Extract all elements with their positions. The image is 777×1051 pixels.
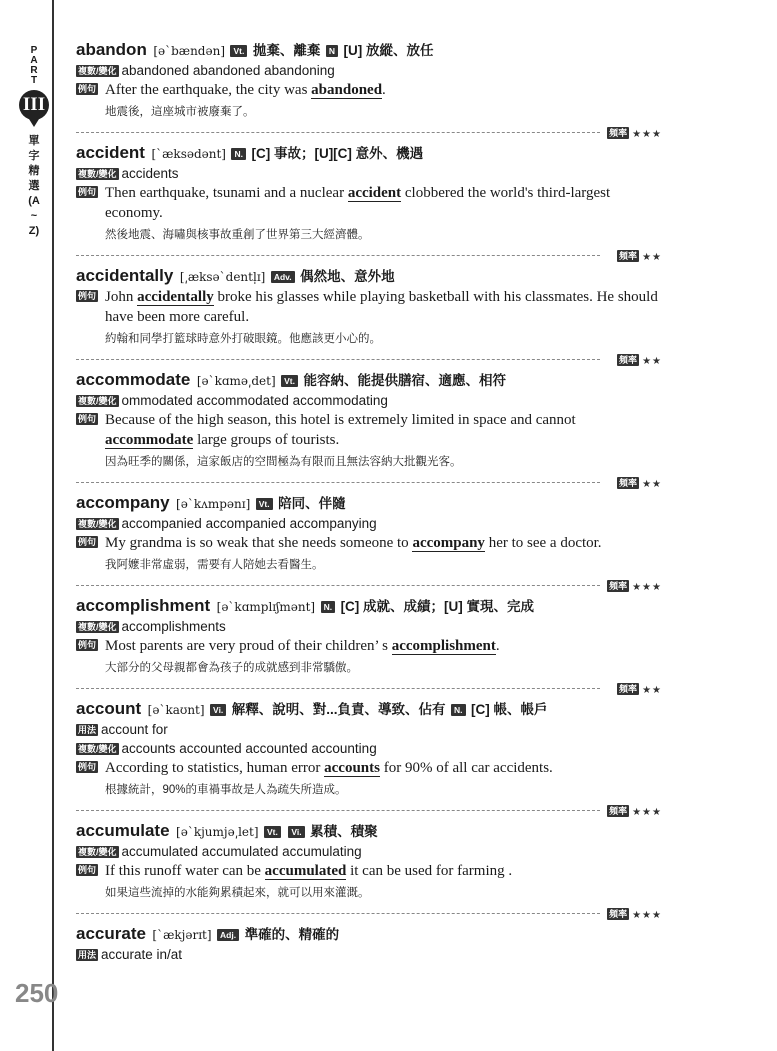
headword: abandon: [76, 40, 147, 59]
forms-tag: 複數/變化: [78, 519, 117, 529]
example-tag: 例句: [78, 414, 97, 424]
entry-abandon: [76, 40, 706, 141]
headword: accommodate: [76, 370, 191, 389]
example-sentence: 例句 After the earthquake, the city was abandoned.: [78, 82, 386, 98]
entry-accumulate: [76, 821, 706, 922]
forms-text: accomplishments: [121, 619, 226, 634]
translation: 我阿嬤非常虛弱，需要有人陪她去看醫生。: [105, 559, 324, 571]
pos-badge: Vt.: [256, 498, 273, 510]
usage-row: [76, 720, 706, 739]
entry-accompany: [76, 493, 706, 594]
headword: accurate: [76, 924, 146, 943]
star-icons: ★★★: [632, 582, 662, 593]
headword: accumulate: [76, 821, 170, 840]
example-sentence: 例句 If this runoff water can be accumulated it can be used for farming .: [78, 863, 513, 879]
highlighted-word: accommodate: [105, 432, 194, 448]
forms-row: [76, 617, 706, 636]
pos-badge: N: [326, 45, 338, 57]
page-number: 250: [15, 978, 59, 1008]
forms-text: accompanied accompanied accompanying: [121, 516, 377, 531]
forms-row: [76, 739, 706, 758]
meaning: 拋棄、離棄: [252, 43, 321, 58]
example-sentence: 例句 According to statistics, human error accounts for 90% of all car accidents.: [78, 760, 553, 776]
pos-badge: Vi.: [210, 704, 226, 716]
frequency-tag: 頻率: [619, 355, 638, 365]
example-tag: 例句: [78, 865, 97, 875]
forms-text: accumulated accumulated accumulating: [121, 844, 362, 859]
pronunciation: [ˋæksədənt]: [151, 147, 226, 161]
forms-row: [76, 391, 706, 410]
meaning: [U] 放縱、放任: [343, 43, 434, 58]
frequency-tag: 頻率: [609, 581, 628, 591]
entry-headline: [76, 924, 706, 945]
forms-tag: 複數/變化: [78, 847, 117, 857]
entry-accidentally: [76, 266, 706, 368]
entry-headline: [76, 266, 706, 287]
star-icons: ★★★: [632, 807, 662, 818]
forms-tag: 複數/變化: [78, 66, 117, 76]
pos-badge: Adv.: [271, 271, 295, 283]
pos-badge: N.: [321, 601, 336, 613]
translation: 地震後，這座城市被廢棄了。: [105, 106, 255, 118]
highlighted-word: accompany: [412, 535, 485, 551]
frequency-tag: 頻率: [609, 909, 628, 919]
example-tag: 例句: [78, 291, 97, 301]
pos-badge: Vt.: [281, 375, 298, 387]
pronunciation: [əˋkɑmplɪʃmənt]: [216, 600, 316, 614]
frequency-tag: 頻率: [609, 806, 628, 816]
example-sentence: 例句 My grandma is so weak that she needs someone to accompany her to see a doctor.: [78, 535, 602, 551]
example-sentence: 例句 Then earthquake, tsunami and a nuclear accident clobbered the world's third-largest economy.: [78, 185, 611, 221]
entry-accident: [76, 143, 706, 264]
translation: 約翰和同學打籃球時意外打破眼鏡。他應該更小心的。: [105, 333, 381, 345]
entry-headline: [76, 699, 706, 720]
star-icons: ★★: [642, 685, 662, 696]
frequency-rating: [607, 804, 662, 820]
headword: accidentally: [76, 266, 174, 285]
usage-row: [76, 945, 706, 964]
highlighted-word: abandoned: [311, 82, 383, 98]
meaning: [C] 事故；[U][C] 意外、機遇: [251, 146, 424, 161]
dictionary-content: [76, 40, 706, 964]
frequency-rating: [607, 579, 662, 595]
meaning: 偶然地、意外地: [300, 269, 395, 284]
forms-text: ommodated accommodated accommodating: [121, 393, 388, 408]
usage-text: account for: [101, 722, 168, 737]
highlighted-word: accumulated: [264, 863, 347, 879]
entry-accomplishment: [76, 596, 706, 697]
entry-headline: [76, 143, 706, 164]
example-tag: 例句: [78, 640, 97, 650]
pronunciation: [͵æksəˋdentl̩ɪ]: [179, 270, 266, 284]
frequency-rating: [607, 907, 662, 923]
meaning: 能容納、能提供膳宿、適應、相符: [303, 373, 506, 388]
star-icons: ★★★: [632, 129, 662, 140]
highlighted-word: accomplishment: [391, 638, 496, 654]
example-tag: 例句: [78, 84, 97, 94]
frequency-rating: [617, 353, 662, 369]
translation: 大部分的父母親都會為孩子的成就感到非常驕傲。: [105, 662, 358, 674]
pos-badge: Vi.: [288, 826, 304, 838]
forms-tag: 複數/變化: [78, 169, 117, 179]
entry-separator: [76, 352, 706, 368]
pos-badge: N.: [451, 704, 466, 716]
forms-tag: 複數/變化: [78, 622, 117, 632]
forms-row: [76, 61, 706, 80]
entry-separator: [76, 475, 706, 491]
forms-text: abandoned abandoned abandoning: [121, 63, 335, 78]
meaning: [C] 成就、成績；[U] 實現、完成: [340, 599, 535, 614]
highlighted-word: accounts: [324, 760, 380, 776]
headword: accompany: [76, 493, 170, 512]
forms-text: accidents: [121, 166, 179, 181]
section-title: 單字精選(A~Z): [28, 135, 40, 237]
translation: 然後地震、海嘯與核事故重創了世界第三大經濟體。: [105, 229, 370, 241]
entry-headline: [76, 493, 706, 514]
part-label: PART: [30, 45, 38, 86]
frequency-tag: 頻率: [619, 251, 638, 261]
highlighted-word: accidentally: [137, 289, 214, 305]
forms-row: [76, 164, 706, 183]
pronunciation: [əˋkjumjə͵let]: [176, 825, 259, 839]
headword: accident: [76, 143, 145, 162]
meaning: 準確的、精確的: [244, 927, 340, 942]
usage-text: accurate in/at: [101, 947, 183, 962]
pronunciation: [əˋkaʊnt]: [147, 703, 205, 717]
entry-separator: [76, 906, 706, 922]
example-sentence: 例句 Most parents are very proud of their children’ s accomplishment.: [78, 638, 500, 654]
forms-tag: 複數/變化: [78, 744, 117, 754]
pos-badge: Vt.: [264, 826, 281, 838]
meaning: 陪同、伴隨: [278, 496, 346, 511]
pos-badge: Adj.: [217, 929, 239, 941]
example-tag: 例句: [78, 762, 97, 772]
entry-headline: [76, 596, 706, 617]
translation: 因為旺季的關係，這家飯店的空間極為有限而且無法容納大批觀光客。: [105, 456, 462, 468]
star-icons: ★★: [642, 252, 662, 263]
translation: 根據統計，90%的車禍事故是人為疏失所造成。: [105, 784, 347, 796]
example-tag: 例句: [78, 537, 97, 547]
pronunciation: [əˋkʌmpənɪ]: [176, 497, 251, 511]
entry-separator: [76, 578, 706, 594]
pronunciation: [əˋkɑmə͵det]: [196, 374, 276, 388]
forms-tag: 複數/變化: [78, 396, 117, 406]
entry-headline: [76, 370, 706, 391]
example-tag: 例句: [78, 187, 97, 197]
frequency-tag: 頻率: [619, 684, 638, 694]
part-numeral-badge: III: [19, 90, 49, 120]
example-sentence: 例句 John accidentally broke his glasses while playing basketball with his classmates. He should have been more careful.: [78, 289, 658, 325]
pos-badge: N.: [231, 148, 246, 160]
meaning: [C] 帳、帳戶: [471, 702, 548, 717]
example-sentence: 例句 Because of the high season, this hotel is extremely limited in space and cannot accommodate large groups of tourists.: [78, 412, 576, 448]
entry-headline: [76, 40, 706, 61]
entry-separator: [76, 125, 706, 141]
entry-accurate: [76, 924, 706, 964]
entry-headline: [76, 821, 706, 842]
highlighted-word: accident: [347, 185, 402, 201]
frequency-tag: 頻率: [619, 478, 638, 488]
frequency-rating: [617, 476, 662, 492]
entry-separator: [76, 248, 706, 264]
forms-row: [76, 842, 706, 861]
frequency-rating: [617, 682, 662, 698]
frequency-tag: 頻率: [609, 128, 628, 138]
star-icons: ★★: [642, 356, 662, 367]
translation: 如果這些流掉的水能夠累積起來，就可以用來灌溉。: [105, 887, 370, 899]
usage-tag: 用法: [78, 725, 97, 735]
meaning: 解釋、說明、對...負責、導致、佔有: [231, 702, 446, 717]
star-icons: ★★: [642, 479, 662, 490]
meaning: 累積、積聚: [310, 824, 378, 839]
pronunciation: [ˋækjərɪt]: [152, 928, 212, 942]
section-sidebar: [18, 46, 50, 239]
usage-tag: 用法: [78, 950, 97, 960]
headword: account: [76, 699, 142, 718]
pos-badge: Vt.: [230, 45, 247, 57]
forms-text: accounts accounted accounted accounting: [121, 741, 377, 756]
frequency-rating: [617, 249, 662, 265]
entry-accommodate: [76, 370, 706, 491]
frequency-rating: [607, 126, 662, 142]
entry-separator: [76, 681, 706, 697]
star-icons: ★★★: [632, 910, 662, 921]
headword: accomplishment: [76, 596, 211, 615]
entry-separator: [76, 803, 706, 819]
pronunciation: [əˋbændən]: [153, 44, 225, 58]
forms-row: [76, 514, 706, 533]
margin-rule: [52, 0, 54, 1051]
entry-account: [76, 699, 706, 819]
